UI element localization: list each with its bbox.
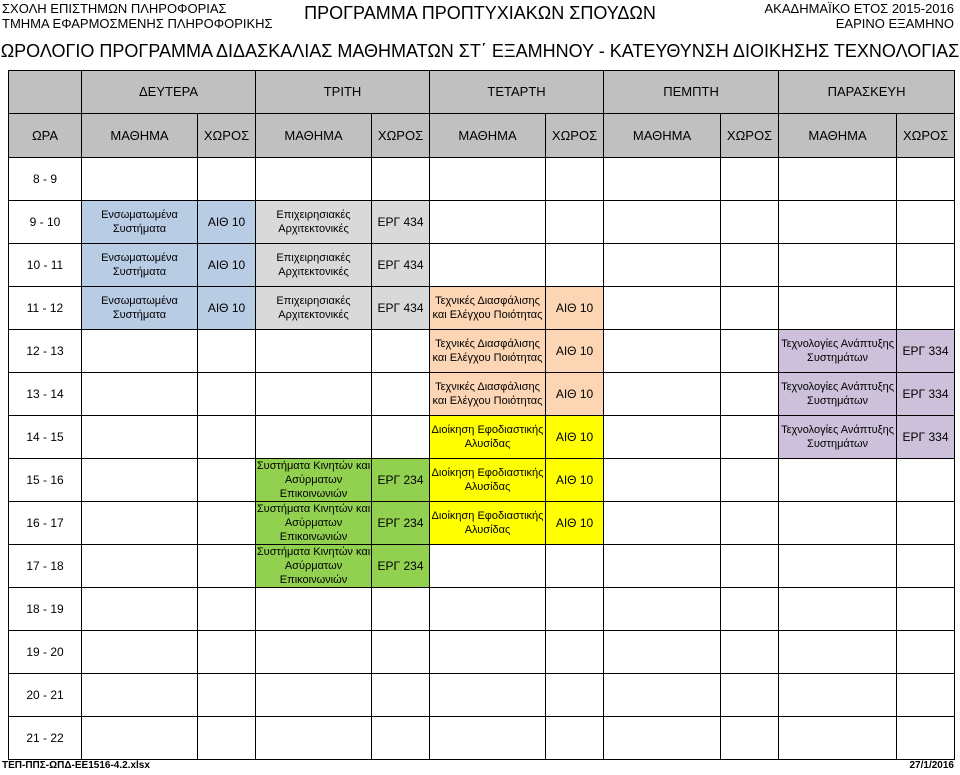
empty-room-cell [372,416,430,459]
time-slot-row [9,717,955,760]
empty-course-cell [82,588,198,631]
empty-room-cell [721,330,779,373]
empty-room-cell [546,244,604,287]
empty-course-cell [604,674,721,717]
empty-course-cell [430,201,546,244]
course-cell: Επιχειρησιακές Αρχιτεκτονικές [256,201,372,244]
empty-course-cell [779,459,897,502]
column-header-room: ΧΩΡΟΣ [721,114,779,158]
time-slot-row [9,631,955,674]
empty-course-cell [82,545,198,588]
print-date: 27/1/2016 [909,760,954,771]
room-cell: ΕΡΓ 234 [372,459,430,502]
empty-course-cell [82,674,198,717]
corner-cell [9,71,82,114]
empty-course-cell [604,416,721,459]
room-cell: ΕΡΓ 334 [897,373,955,416]
room-cell: ΑΙΘ 10 [198,287,256,330]
day-header: ΤΕΤΑΡΤΗ [430,71,604,114]
room-cell: ΕΡΓ 334 [897,330,955,373]
empty-course-cell [604,158,721,201]
empty-course-cell [430,588,546,631]
empty-course-cell [82,502,198,545]
empty-course-cell [779,158,897,201]
column-header-course: ΜΑΘΗΜΑ [256,114,372,158]
empty-course-cell [604,631,721,674]
empty-course-cell [604,588,721,631]
empty-room-cell [372,373,430,416]
empty-room-cell [372,158,430,201]
course-cell: Ενσωματωμένα Συστήματα [82,287,198,330]
empty-course-cell [604,330,721,373]
empty-room-cell [198,674,256,717]
empty-course-cell [256,416,372,459]
empty-course-cell [779,545,897,588]
empty-course-cell [82,631,198,674]
empty-course-cell [604,459,721,502]
day-header: ΠΑΡΑΣΚΕΥΗ [779,71,955,114]
empty-course-cell [430,545,546,588]
empty-room-cell [198,459,256,502]
column-header-room: ΧΩΡΟΣ [546,114,604,158]
hour-cell: 14 - 15 [9,416,82,459]
empty-course-cell [82,459,198,502]
empty-course-cell [604,287,721,330]
empty-course-cell [430,674,546,717]
course-cell: Διοίκηση Εφοδιαστικής Αλυσίδας [430,502,546,545]
column-header-row [9,114,955,158]
course-cell: Συστήματα Κινητών και Ασύρματων Επικοινωνιών [256,503,371,543]
empty-room-cell [721,545,779,588]
empty-course-cell [256,674,372,717]
time-slot-row [9,459,955,502]
room-cell: ΑΙΘ 10 [546,502,604,545]
empty-course-cell [604,201,721,244]
empty-room-cell [721,158,779,201]
empty-room-cell [897,158,955,201]
empty-room-cell [721,631,779,674]
empty-course-cell [256,631,372,674]
academic-year: ΑΚΑΔΗΜΑΪΚΟ ΕΤΟΣ 2015-2016 [764,1,954,16]
course-cell: Τεχνικές Διασφάλισης και Ελέγχου Ποιότητας [430,330,546,373]
time-slot-row [9,588,955,631]
room-cell: ΕΡΓ 334 [897,416,955,459]
empty-room-cell [198,158,256,201]
room-cell: ΕΡΓ 234 [372,502,430,545]
course-cell: Ενσωματωμένα Συστήματα [82,244,198,287]
empty-room-cell [897,631,955,674]
empty-room-cell [721,717,779,760]
column-header-hour: ΩΡΑ [9,114,82,158]
column-header-room: ΧΩΡΟΣ [897,114,955,158]
empty-room-cell [546,158,604,201]
empty-course-cell [604,717,721,760]
empty-course-cell [82,416,198,459]
empty-course-cell [256,330,372,373]
empty-room-cell [721,674,779,717]
column-header-course: ΜΑΘΗΜΑ [604,114,721,158]
time-slot-row [9,416,955,459]
empty-room-cell [198,330,256,373]
empty-course-cell [779,717,897,760]
empty-course-cell [256,588,372,631]
hour-cell: 20 - 21 [9,674,82,717]
empty-course-cell [604,502,721,545]
empty-room-cell [198,588,256,631]
empty-room-cell [372,588,430,631]
empty-room-cell [372,674,430,717]
day-header-row [9,71,955,114]
empty-room-cell [198,631,256,674]
empty-room-cell [721,201,779,244]
room-cell: ΑΙΘ 10 [546,373,604,416]
empty-room-cell [721,588,779,631]
course-cell: Τεχνικές Διασφάλισης και Ελέγχου Ποιότητας [430,373,546,416]
room-cell: ΕΡΓ 434 [372,244,430,287]
course-cell: Επιχειρησιακές Αρχιτεκτονικές [256,244,372,287]
hour-cell: 15 - 16 [9,459,82,502]
room-cell: ΑΙΘ 10 [546,459,604,502]
empty-room-cell [721,416,779,459]
empty-room-cell [897,545,955,588]
time-slot-row [9,158,955,201]
room-cell: ΑΙΘ 10 [546,416,604,459]
day-header: ΤΡΙΤΗ [256,71,430,114]
column-header-room: ΧΩΡΟΣ [198,114,256,158]
empty-course-cell [779,674,897,717]
empty-room-cell [546,545,604,588]
hour-cell: 10 - 11 [9,244,82,287]
empty-room-cell [198,717,256,760]
empty-course-cell [430,631,546,674]
course-cell: Τεχνικές Διασφάλισης και Ελέγχου Ποιότητας [430,287,546,330]
day-header: ΠΕΜΠΤΗ [604,71,779,114]
time-slot-row [9,201,955,244]
course-cell: Τεχνολογίες Ανάπτυξης Συστημάτων [779,373,897,416]
time-slot-row [9,373,955,416]
time-slot-row [9,244,955,287]
hour-cell: 18 - 19 [9,588,82,631]
hour-cell: 21 - 22 [9,717,82,760]
time-slot-row [9,545,955,588]
empty-room-cell [897,674,955,717]
empty-course-cell [430,717,546,760]
empty-room-cell [546,588,604,631]
time-slot-row [9,674,955,717]
course-cell: Συστήματα Κινητών και Ασύρματων Επικοινωνιών [256,460,371,500]
empty-course-cell [82,330,198,373]
column-header-course: ΜΑΘΗΜΑ [82,114,198,158]
hour-cell: 17 - 18 [9,545,82,588]
empty-room-cell [372,717,430,760]
empty-room-cell [372,631,430,674]
hour-cell: 12 - 13 [9,330,82,373]
empty-course-cell [779,631,897,674]
course-cell: Επιχειρησιακές Αρχιτεκτονικές [256,287,372,330]
column-header-course: ΜΑΘΗΜΑ [430,114,546,158]
empty-room-cell [546,717,604,760]
empty-room-cell [721,459,779,502]
course-cell: Συστήματα Κινητών και Ασύρματων Επικοινωνιών [256,546,371,586]
room-cell: ΕΡΓ 434 [372,201,430,244]
room-cell: ΑΙΘ 10 [546,287,604,330]
empty-room-cell [897,502,955,545]
header-right [765,1,955,31]
empty-room-cell [897,588,955,631]
room-cell: ΑΙΘ 10 [546,330,604,373]
empty-room-cell [198,416,256,459]
program-name: ΠΡΟΓΡΑΜΜΑ ΠΡΟΠΤΥΧΙΑΚΩΝ ΣΠΟΥΔΩΝ [304,3,656,23]
empty-room-cell [897,201,955,244]
empty-room-cell [897,459,955,502]
empty-room-cell [546,201,604,244]
hour-cell: 8 - 9 [9,158,82,201]
empty-course-cell [82,158,198,201]
empty-course-cell [604,545,721,588]
empty-room-cell [198,545,256,588]
empty-course-cell [256,717,372,760]
empty-room-cell [897,717,955,760]
empty-course-cell [82,717,198,760]
time-slot-row [9,287,955,330]
empty-room-cell [721,287,779,330]
course-cell: Τεχνολογίες Ανάπτυξης Συστημάτων [779,416,897,459]
day-header: ΔΕΥΤΕΡΑ [82,71,256,114]
course-cell: Τεχνολογίες Ανάπτυξης Συστημάτων [779,330,897,373]
empty-room-cell [721,244,779,287]
time-slot-row [9,330,955,373]
school-name: ΣΧΟΛΗ ΕΠΙΣΤΗΜΩΝ ΠΛΗΡΟΦΟΡΙΑΣ [2,1,227,16]
empty-course-cell [779,502,897,545]
course-cell: Ενσωματωμένα Συστήματα [82,201,198,244]
room-cell: ΕΡΓ 434 [372,287,430,330]
empty-course-cell [779,287,897,330]
empty-room-cell [897,287,955,330]
file-name: ΤΕΠ-ΠΠΣ-ΩΠΔ-ΕΕ1516-4.2.xlsx [2,760,150,771]
empty-course-cell [779,244,897,287]
empty-course-cell [779,588,897,631]
hour-cell: 9 - 10 [9,201,82,244]
empty-room-cell [546,631,604,674]
empty-room-cell [897,244,955,287]
hour-cell: 19 - 20 [9,631,82,674]
empty-course-cell [256,373,372,416]
empty-room-cell [198,502,256,545]
hour-cell: 16 - 17 [9,502,82,545]
room-cell: ΑΙΘ 10 [198,201,256,244]
empty-course-cell [430,158,546,201]
empty-course-cell [256,158,372,201]
room-cell: ΑΙΘ 10 [198,244,256,287]
page-title: ΩΡΟΛΟΓΙΟ ΠΡΟΓΡΑΜΜΑ ΔΙΔΑΣΚΑΛΙΑΣ ΜΑΘΗΜΑΤΩΝ ΣΤ΄ ΕΞΑΜΗΝΟΥ - ΚΑΤΕΥΘΥΝΣΗ ΔΙΟΙΚΗΣΗΣ ΤΕΧΝΟΛΟΓΙΑΣ [0,41,960,61]
time-slot-row [9,502,955,545]
empty-course-cell [82,373,198,416]
empty-course-cell [430,244,546,287]
empty-course-cell [604,244,721,287]
room-cell: ΕΡΓ 234 [372,545,430,588]
schedule-table [8,70,955,760]
course-cell: Διοίκηση Εφοδιαστικής Αλυσίδας [430,459,546,502]
empty-room-cell [546,674,604,717]
empty-course-cell [604,373,721,416]
empty-room-cell [198,373,256,416]
empty-room-cell [721,502,779,545]
department-name: ΤΜΗΜΑ ΕΦΑΡΜΟΣΜΕΝΗΣ ΠΛΗΡΟΦΟΡΙΚΗΣ [2,16,273,31]
hour-cell: 11 - 12 [9,287,82,330]
empty-room-cell [372,330,430,373]
semester: ΕΑΡΙΝΟ ΕΞΑΜΗΝΟ [835,16,954,31]
column-header-course: ΜΑΘΗΜΑ [779,114,897,158]
empty-room-cell [721,373,779,416]
empty-course-cell [779,201,897,244]
hour-cell: 13 - 14 [9,373,82,416]
column-header-room: ΧΩΡΟΣ [372,114,430,158]
course-cell: Διοίκηση Εφοδιαστικής Αλυσίδας [430,416,546,459]
